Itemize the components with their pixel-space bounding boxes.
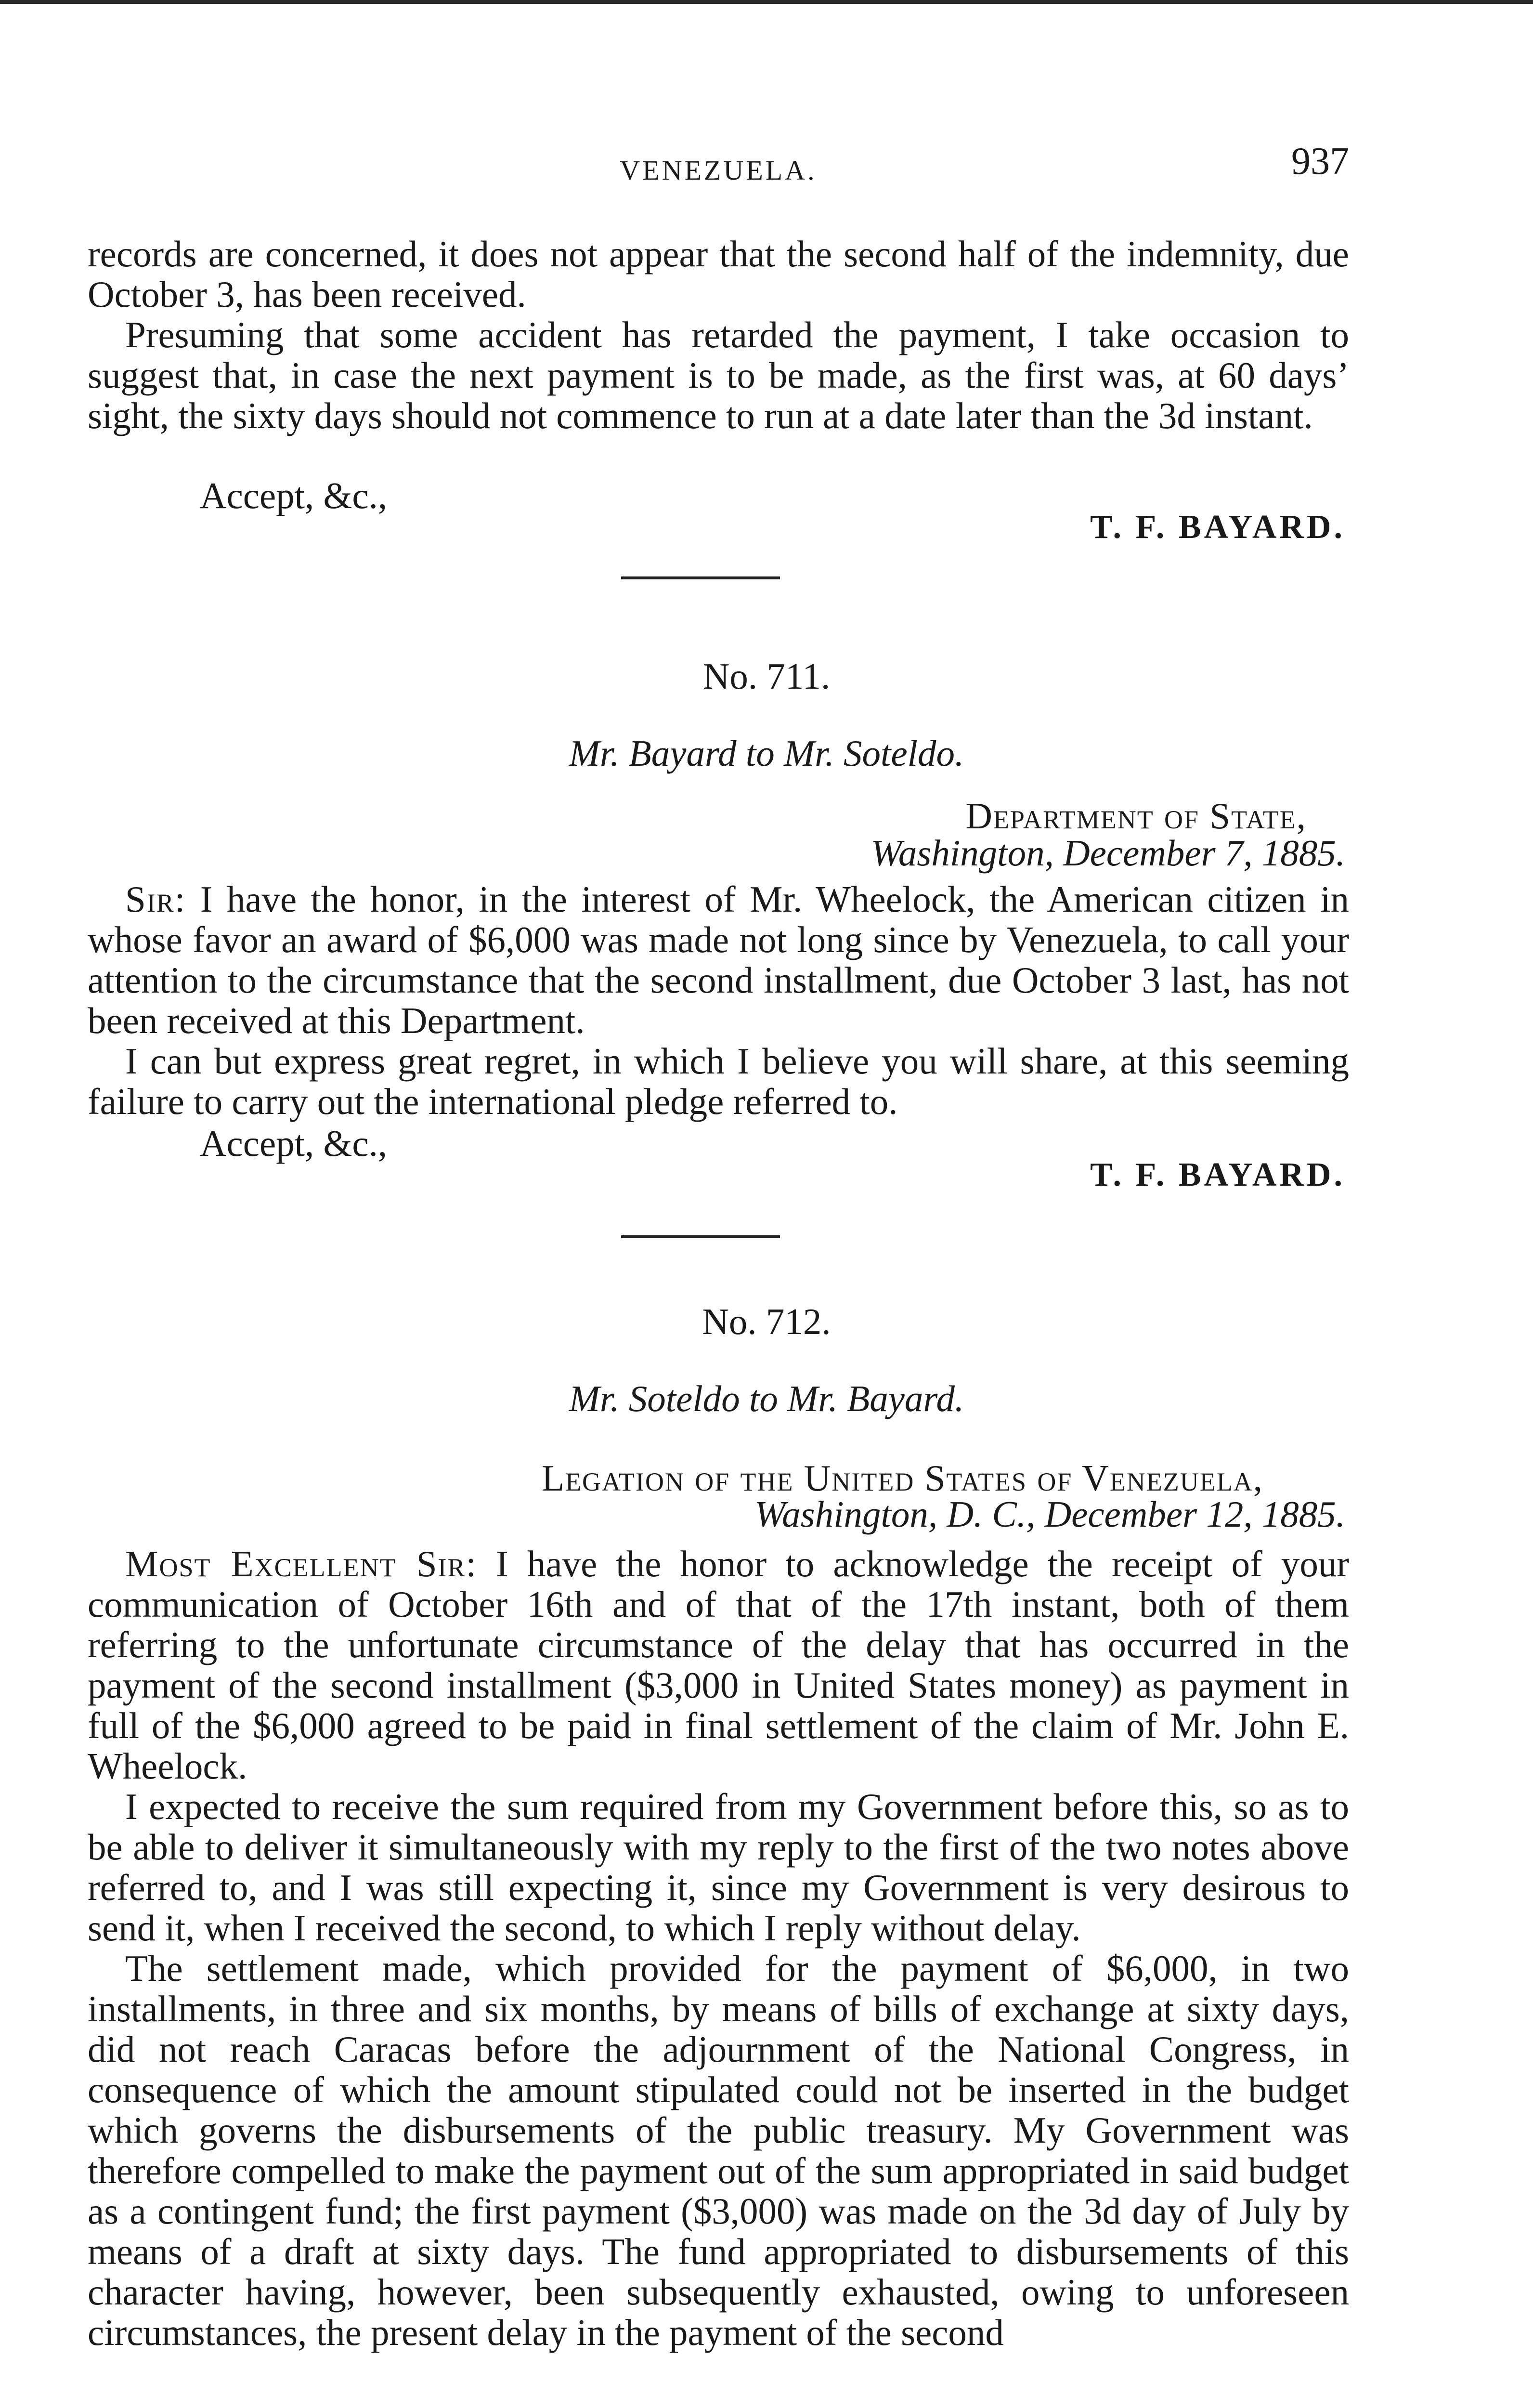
continuation-paragraph-2: Presuming that some accident has retarded the payment, I take occasion to suggest that, in case the next payment is to be made, as the first was, at 60 days’ sight, the sixty days should not commence to run at a date later than the 3d instant.: [88, 314, 1349, 436]
doc-711-paragraph-1-text: I have the honor, in the interest of Mr. Wheelock, the American citizen in whose favor an award of $6,000 was made not long since by Venezuela, to call your attention to the circumstance that the second installment, due October 3 last, has not been received at this Department.: [88, 878, 1350, 1041]
doc-711-salutation: Sir:: [125, 878, 186, 920]
doc-711-signature: T. F. BAYARD.: [1090, 1156, 1345, 1193]
section-divider-1: [621, 576, 780, 579]
continuation-text: [88, 234, 1349, 436]
doc-712-number: No. 712.: [702, 1301, 831, 1342]
page-header: [88, 140, 1349, 197]
doc-712-paragraph-1-text: I have the honor to acknowledge the receipt of your communication of October 16th and of that of the 17th instant, both of them referring to the unfortunate circumstance of the delay that has occurred in the payment of the second installment ($3,000 in United States money) as payment in full of the $6,000 agreed to be paid in final settlement of the claim of Mr. John E. Wheelock.: [88, 1543, 1350, 1787]
doc-712-address-line-2: Washington, D. C., December 12, 1885.: [754, 1493, 1345, 1535]
section-divider-2: [621, 1235, 780, 1238]
doc-712-paragraph-2: I expected to receive the sum required from my Government before this, so as to be able to deliver it simultaneously with my reply to the first of the two notes above referred to, and I was still expecting it, since my Government is very desirous to send it, when I received the second, to which I reply without delay.: [88, 1786, 1349, 1949]
doc-711-address-line-2: Washington, December 7, 1885.: [870, 832, 1345, 874]
top-border-rule: [0, 0, 1533, 4]
doc-711-address-line-1: Department of State,: [965, 795, 1307, 837]
doc-711-paragraph-2: I can but express great regret, in which I believe you will share, at this seeming failure to carry out the international pledge referred to.: [88, 1040, 1349, 1122]
page-number: 937: [1291, 140, 1349, 183]
doc-712-heading: Mr. Soteldo to Mr. Bayard.: [569, 1378, 964, 1419]
doc-711-body: [88, 879, 1349, 1122]
doc-712-body: [88, 1544, 1349, 2353]
doc-711-number: No. 711.: [702, 655, 831, 697]
doc-711-paragraph-1: [88, 879, 1349, 1041]
continuation-closing: Accept, &c.,: [200, 475, 388, 516]
doc-711-heading: Mr. Bayard to Mr. Soteldo.: [569, 733, 964, 774]
doc-712-paragraph-1: [88, 1544, 1349, 1786]
doc-712-paragraph-3: The settlement made, which provided for the payment of $6,000, in two installments, in three and six months, by means of bills of exchange at sixty days, did not reach Caracas before the adjournment of the National Congress, in consequence of which the amount stipulated could not be inserted in the budget which governs the disbursements of the public treasury. My Government was therefore compelled to make the payment out of the sum appropriated in said budget as a contingent fund; the first payment ($3,000) was made on the 3d day of July by means of a draft at sixty days. The fund appropriated to disbursements of this character having, however, been subsequently exhausted, owing to unforeseen circumstances, the present delay in the payment of the second: [88, 1948, 1349, 2353]
continuation-paragraph-1: records are concerned, it does not appear that the second half of the indemnity, due October 3, has been received.: [88, 233, 1349, 315]
doc-711-closing: Accept, &c.,: [200, 1123, 388, 1164]
doc-712-address-line-1: Legation of the United States of Venezuela,: [542, 1457, 1263, 1499]
doc-712-salutation: Most Excellent Sir:: [125, 1543, 477, 1584]
continuation-signature: T. F. BAYARD.: [1090, 509, 1345, 546]
running-head: VENEZUELA.: [620, 155, 817, 186]
